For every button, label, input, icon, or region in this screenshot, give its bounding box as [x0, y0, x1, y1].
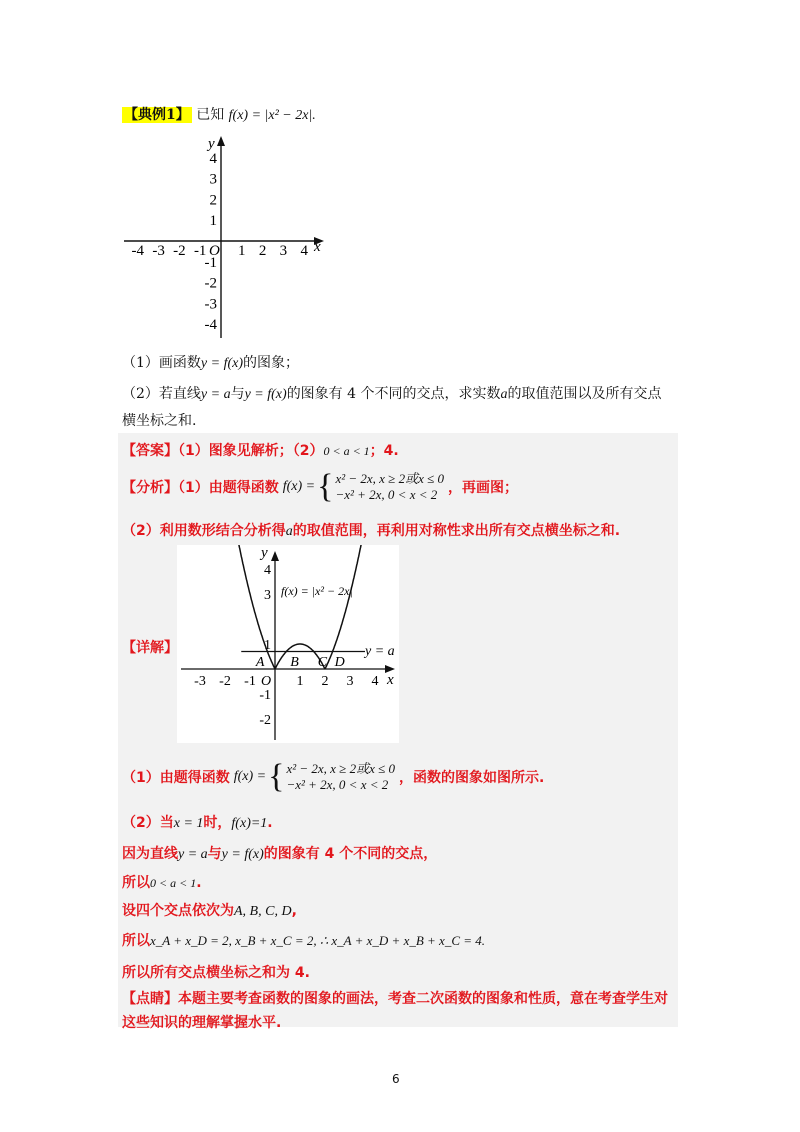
page-number: 6: [392, 1072, 400, 1086]
s4-pre: 所以: [122, 875, 150, 891]
point-label-d: D: [334, 655, 345, 670]
solution-line-6: [122, 930, 485, 950]
x-axis-label: x: [314, 239, 321, 255]
blank-axes-figure: [118, 130, 333, 342]
analysis-brace: {: [317, 468, 334, 505]
y-tick-label: 1: [209, 213, 217, 230]
question-2: [122, 383, 662, 403]
q2-post: 的图象有 4 个不同的交点，求实数: [286, 386, 501, 402]
answer-line: [122, 440, 399, 460]
analysis-tail: ，再画图；: [447, 480, 518, 496]
s2-pre: （2）当: [122, 815, 174, 831]
s5-pre: 设四个交点依次为: [122, 903, 234, 919]
point-label-c: C: [317, 655, 328, 670]
solution-line-1: [122, 760, 544, 794]
s3-math-1: y = a: [178, 847, 208, 862]
y-tick-label: -2: [204, 275, 217, 292]
y-tick-labels: [205, 151, 218, 333]
y-tick-label: -1: [204, 254, 217, 271]
x-tick-labels: [132, 243, 309, 259]
answer-label: 【答案】（1）图象见解析；（2）: [122, 443, 324, 459]
analysis-line2-pre: （2）利用数形结合分析得: [122, 523, 286, 539]
q2-math-2: y = f(x): [244, 387, 287, 402]
s3-pre: 因为直线: [122, 846, 178, 862]
q2-post-2: 的取值范围以及所有交点: [507, 386, 662, 402]
question-2-line-2: 横坐标之和.: [122, 413, 197, 429]
question-1: [122, 352, 299, 372]
solution-line-7: 所以所有交点横坐标之和为 4.: [122, 965, 310, 981]
s6-pre: 所以: [122, 933, 150, 949]
s1-post: ，函数的图象如图所示.: [398, 770, 545, 786]
analysis-case-1: x² − 2x, x ≥ 2或x ≤ 0: [335, 471, 444, 486]
solution-line-3: [122, 843, 437, 863]
s3-mid: 与: [207, 846, 222, 862]
x-tick-label: 3: [279, 243, 288, 259]
s4-end: .: [196, 875, 202, 891]
example-header: [122, 104, 316, 124]
answer-math: 0 < a < 1: [323, 444, 370, 458]
analysis-line2-post: 的取值范围，再利用对称性求出所有交点横坐标之和.: [292, 523, 621, 539]
analysis-label: 【分析】（1）由题得函数: [122, 480, 279, 496]
y-tick-label: -1: [259, 688, 271, 703]
origin-label: O: [261, 674, 272, 689]
s6-math: x_A + x_D = 2, x_B + x_C = 2, ∴ x_A + x_D + x_B + x_C = 4.: [150, 933, 486, 948]
intersection-labels: [255, 655, 345, 670]
y-tick-label: 4: [264, 563, 271, 578]
solution-line-5: [122, 900, 297, 920]
example-lead: 已知: [196, 107, 225, 123]
q1-post: 的图象；: [243, 355, 300, 371]
s3-post: 的图象有 4 个不同的交点，: [263, 846, 438, 862]
x-tick-labels: [194, 674, 378, 689]
example-tag: 【典例1】: [124, 107, 190, 123]
y-tick-labels: [259, 563, 271, 728]
y-tick-label: -3: [204, 296, 217, 313]
y-tick-label: -4: [204, 317, 217, 334]
y-tick-label: 3: [264, 588, 271, 603]
y-axis-arrow: [217, 136, 225, 146]
s4-math: 0 < a < 1: [150, 876, 197, 890]
q1-pre: （1）画函数: [122, 355, 201, 371]
function-graph: [177, 545, 399, 743]
analysis-line: [122, 470, 518, 504]
q1-math: y = f(x): [200, 356, 244, 371]
x-tick-label: 3: [346, 674, 354, 689]
detail-label: 【详解】: [122, 640, 178, 656]
analysis-fx: f(x) =: [282, 479, 316, 494]
s2-end: .: [267, 815, 273, 831]
y-axis-label: y: [261, 545, 268, 561]
s5-end: ,: [291, 903, 297, 919]
x-tick-label: -2: [173, 243, 186, 259]
remark-line-1: 【点睛】本题主要考查函数的图象的画法，考查二次函数的图象和性质，意在考查学生对: [122, 991, 668, 1007]
analysis-line-2: [122, 520, 620, 540]
s1-fx: f(x) =: [233, 769, 267, 784]
example-function: f(x) = |x² − 2x|.: [228, 108, 316, 123]
point-label-b: B: [290, 655, 299, 670]
y-tick-label: 3: [209, 171, 217, 188]
s1-case-1: x² − 2x, x ≥ 2或x ≤ 0: [286, 761, 395, 776]
x-tick-label: 4: [371, 674, 379, 689]
analysis-case-2: −x² + 2x, 0 < x < 2: [335, 487, 438, 502]
y-tick-label: 4: [209, 150, 217, 167]
x-tick-label: -3: [194, 674, 206, 689]
y-axis-arrow: [271, 551, 279, 561]
s1-pre: （1）由题得函数: [122, 770, 230, 786]
solution-line-2: [122, 812, 273, 832]
analysis-line2-math: a: [285, 524, 293, 539]
curve-label: f(x) = |x² − 2x|: [281, 584, 353, 598]
x-tick-label: 4: [300, 243, 308, 259]
origin-label: O: [209, 243, 220, 259]
function-curve: [236, 545, 363, 669]
x-tick-label: -1: [193, 243, 207, 259]
s3-math-2: y = f(x): [221, 847, 264, 862]
answer-end: ；4.: [369, 443, 399, 459]
point-label-a: A: [255, 655, 265, 670]
q2-math-1: y = a: [200, 387, 231, 402]
x-tick-label: -3: [152, 243, 165, 259]
s1-case-2: −x² + 2x, 0 < x < 2: [286, 777, 389, 792]
s5-math: A, B, C, D: [234, 904, 292, 919]
s2-mid: 时，: [203, 815, 232, 831]
s1-brace: {: [268, 758, 285, 795]
x-tick-label: 2: [258, 243, 267, 259]
x-tick-label: 1: [296, 674, 304, 689]
solution-line-4: [122, 872, 202, 892]
y-axis-label: y: [208, 136, 215, 152]
x-tick-label: -1: [244, 674, 256, 689]
x-tick-label: -4: [131, 243, 145, 259]
x-tick-label: 2: [321, 674, 329, 689]
s1-cases: [286, 761, 395, 793]
analysis-cases: [335, 471, 444, 503]
q2-mid: 与: [230, 386, 245, 402]
remark-line-2: 这些知识的理解掌握水平.: [122, 1015, 282, 1031]
x-tick-label: -2: [219, 674, 231, 689]
s2-math-2: f(x)=1: [231, 816, 268, 831]
y-tick-label: -2: [259, 713, 271, 728]
line-label: y = a: [365, 644, 395, 659]
y-tick-label: 1: [264, 638, 271, 653]
q2-pre: （2）若直线: [122, 386, 201, 402]
x-tick-label: 1: [238, 243, 246, 259]
y-tick-label: 2: [209, 192, 217, 209]
s2-math-1: x = 1: [173, 816, 204, 831]
q2-math-3: a: [500, 387, 508, 402]
x-axis-label: x: [387, 672, 394, 688]
